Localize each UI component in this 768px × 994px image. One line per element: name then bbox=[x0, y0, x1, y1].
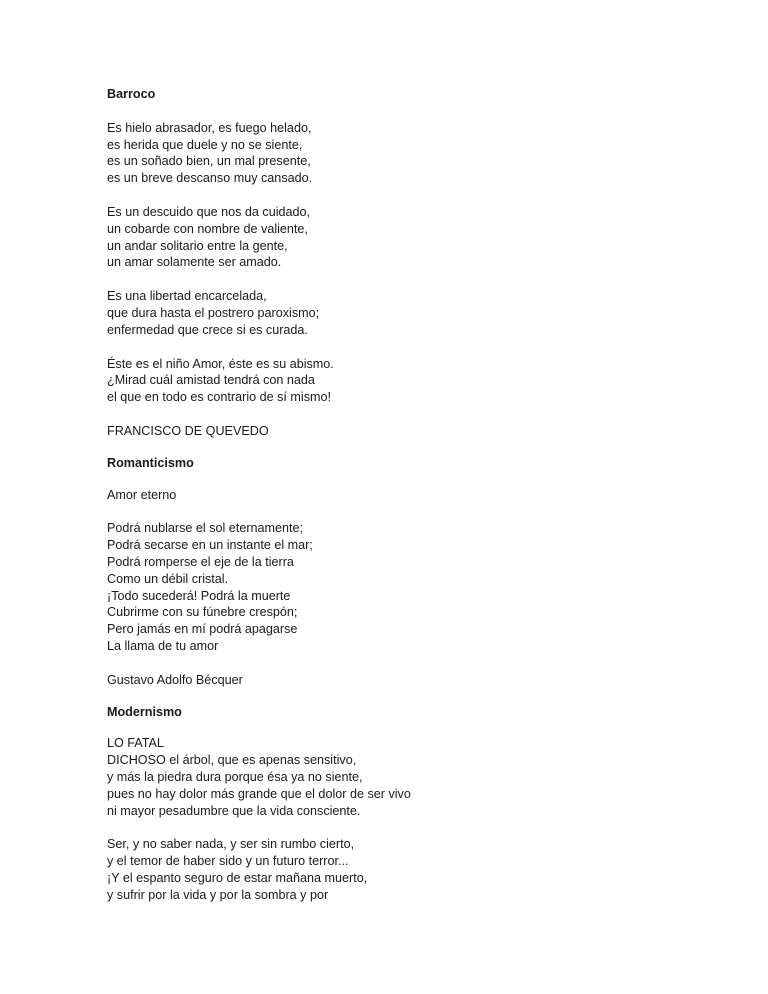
poem-line: Podrá nublarse el sol eternamente; bbox=[107, 521, 304, 536]
poem-line: La llama de tu amor bbox=[107, 638, 219, 653]
poem-line: es un breve descanso muy cansado. bbox=[107, 171, 313, 186]
poem-line: un andar solitario entre la gente, bbox=[107, 238, 288, 253]
barroco-stanza-2 bbox=[107, 204, 727, 271]
poem-line: Pero jamás en mí podrá apagarse bbox=[107, 622, 298, 637]
poem-line: ¿Mirad cuál amistad tendrá con nada bbox=[107, 373, 315, 388]
modernismo-stanza-2 bbox=[107, 836, 727, 903]
barroco-stanza-3 bbox=[107, 288, 727, 338]
poem-line: Es hielo abrasador, es fuego helado, bbox=[107, 120, 312, 135]
poem-line: enfermedad que crece si es curada. bbox=[107, 322, 308, 337]
poem-line: un cobarde con nombre de valiente, bbox=[107, 221, 308, 236]
poem-line: Es un descuido que nos da cuidado, bbox=[107, 204, 311, 219]
poem-line: es un soñado bien, un mal presente, bbox=[107, 154, 311, 169]
poem-line: y el temor de haber sido y un futuro terror... bbox=[107, 854, 349, 869]
poem-line: Éste es el niño Amor, éste es su abismo. bbox=[107, 356, 334, 371]
poem-line: Podrá secarse en un instante el mar; bbox=[107, 538, 313, 553]
barroco-stanza-4 bbox=[107, 356, 727, 406]
poem-title-amor-eterno: Amor eterno bbox=[107, 487, 177, 502]
author-romanticismo: Gustavo Adolfo Bécquer bbox=[107, 672, 243, 687]
section-heading-romanticismo: Romanticismo bbox=[107, 455, 194, 470]
author-barroco: FRANCISCO DE QUEVEDO bbox=[107, 423, 269, 438]
poem-line: es herida que duele y no se siente, bbox=[107, 137, 303, 152]
poem-line: y sufrir por la vida y por la sombra y por bbox=[107, 887, 329, 902]
poem-title-lo-fatal: LO FATAL bbox=[107, 736, 164, 751]
poem-line: Como un débil cristal. bbox=[107, 571, 229, 586]
section-heading-barroco: Barroco bbox=[107, 87, 156, 101]
poem-line: un amar solamente ser amado. bbox=[107, 255, 282, 270]
poem-line: ¡Y el espanto seguro de estar mañana muerto, bbox=[107, 870, 368, 885]
poem-line: y más la piedra dura porque ésa ya no siente, bbox=[107, 769, 363, 784]
poem-line: el que en todo es contrario de sí mismo! bbox=[107, 390, 332, 405]
poem-line: ni mayor pesadumbre que la vida consciente. bbox=[107, 803, 361, 818]
poem-line: ¡Todo sucederá! Podrá la muerte bbox=[107, 588, 291, 603]
poem-line: que dura hasta el postrero paroxismo; bbox=[107, 305, 320, 320]
poem-line: pues no hay dolor más grande que el dolor de ser vivo bbox=[107, 786, 411, 801]
poem-line: Es una libertad encarcelada, bbox=[107, 289, 267, 304]
modernismo-stanza-1 bbox=[107, 735, 727, 819]
barroco-stanza-1 bbox=[107, 120, 727, 187]
romanticismo-poem bbox=[107, 520, 727, 654]
poem-line: Ser, y no saber nada, y ser sin rumbo cierto, bbox=[107, 837, 355, 852]
section-heading-modernismo: Modernismo bbox=[107, 704, 182, 719]
poem-line: DICHOSO el árbol, que es apenas sensitivo, bbox=[107, 753, 357, 768]
poem-line: Cubrirme con su fúnebre crespón; bbox=[107, 605, 298, 620]
poem-line: Podrá romperse el eje de la tierra bbox=[107, 554, 294, 569]
document-page bbox=[107, 86, 727, 903]
